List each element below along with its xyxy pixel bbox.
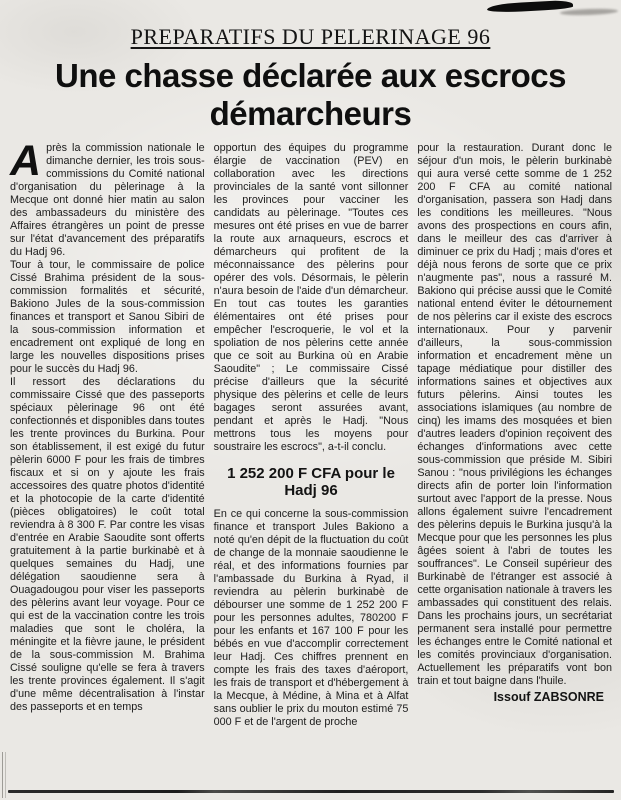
subheading: 1 252 200 F CFA pour le Hadj 96 <box>227 465 395 499</box>
bottom-rule <box>8 790 614 793</box>
kicker-headline: PREPARATIFS DU PELERINAGE 96 <box>130 24 491 49</box>
article-body <box>0 133 621 729</box>
paragraph: pour la restauration. Durant donc le séjour d'un mois, le pèlerin burkinabè qui aura versé cette somme de 1 252 200 F CFA au comité national d'organisation, passera son Hadj dans les conditions les meilleures. "Nous avons des prospections en cours afin, dans le meilleur des cas d'arriver à diminuer ce prix du Hadj ; mais d'ores et déjà nous ferons de sorte que ce prix n'augmente pas", nous a rassuré M. Bakiono qui précise aussi que le Comité national entend éviter le détournement de nos pèlerins car il existe des escrocs internationaux. Pour y parvenir d'ailleurs, la sous-commission information et encadrement mène un tapage médiatique pour distiller des informations saines et objectives aux futurs pèlerins. Ainsi toutes les associations islamiques (au nombre de cinq) les imams des mosquées et bien d'autres leaders d'opinion reçoivent des échanges d'informations avec cette sous-commission que préside M. Sibiri Sanou : "nous privilégions les échanges directs afin de porter loin l'information surtout avec l'apport de la presse. Nous allons également suivre l'encadrement des pèlerins depuis le Burkina jusqu'à la Mecque pour que les personnes les plus âgées soient à l'abri de toutes les souffrances". Le Conseil supérieur des Burkinabè de l'étranger est associé à cette organisation nationale à travers les ambassades qui constituent des relais. Dans les prochains jours, un secrétariat permanent sera installé pour permettre les échanges entre le Comité national et les comités provinciaux d'organisation. Actuellement les préparatifs vont bon train et tout baigne dans l'huile. <box>417 142 613 687</box>
byline: Issouf ZABSONRE <box>493 690 605 704</box>
drop-cap: A <box>10 137 42 185</box>
paragraph-text: près la commission nationale le dimanche dernier, les trois sous-commissions du Comité national d'organisation du pèlerinage à la Mecque ont donné hier matin au salon des ambassadeurs du ministère des Affaires étrangères un point de presse sur l'état d'avancement des préparatifs du Hadj 96. <box>10 142 205 258</box>
column-3 <box>417 142 612 729</box>
paragraph: opportun des équipes du programme élargie de vaccination (PEV) en collaboration avec les directions provinciales de la santé vont sillonner les provinces pour vacciner les candidats au pèlerinage. "Toutes ces mesures ont été prises en vue de barrer la route aux arnaqueurs, escrocs et démarcheurs qui profitent de la méconnaissance des pèlerins pour opérer des vols. Désormais, le pèlerin n'aura besoin de l'aide d'un démarcheur. En tout cas toutes les garanties élémentaires ont été prises pour empêcher l'escroquerie, le vol et la spoliation de nos pèlerins cette année que ce soit au Burkina où en Arabie Saoudite" ; Le commissaire Cissé précise d'ailleurs que la sécurité physique des pèlerins et celle de leurs bagages seront assurées avant, pendant et après le Hadj. "Nous mettrons tous les moyens pour soustraire les escrocs", a-t-il conclu. <box>213 142 409 453</box>
paragraph: Tour à tour, le commissaire de police Cissé Brahima président de la sous-commission formalités et sécurité, Bakiono Jules de la sous-commission finances et transport et Sanou Sibiri de la sous-commission information et encadrement ont expliqué de long en large les nouvelles dispositions prises pour le succès du Hadj 96. <box>10 259 205 375</box>
column-2 <box>214 142 409 729</box>
paragraph <box>10 137 205 259</box>
masthead <box>0 0 621 133</box>
main-headline: Une chasse déclarée aux escrocs démarcheurs <box>54 57 566 132</box>
scan-edge-line <box>2 752 6 798</box>
paragraph: En ce qui concerne la sous-commission finance et transport Jules Bakiono a noté qu'en dépit de la fluctuation du coût de change de la monnaie saoudienne le réal, et des informations fournies par l'ambassade du Burkina à Ryad, il reviendra au pèlerin burkinabè de débourser une somme de 1 252 200 F pour les personnes adultes, 780200 F pour les enfants et 167 100 F pour les bébés en vue d'accomplir correctement leur Hadj. Ces chiffres prennent en compte les frais des taxes d'aéroport, les frais de transport et d'hébergement à la Mecque, à Médine, à Mina et à Alfat sans oublier le prix du mouton estimé 75 000 F et de l'argent de proche <box>213 508 409 728</box>
column-1 <box>10 137 205 729</box>
paragraph: Il ressort des déclarations du commissaire Cissé que des passeports spéciaux pèlerinage 96 ont été confectionnés et disponibles dans toutes les trente provinces du Burkina. Pour son établissement, il est exigé du futur pèlerin 6000 F pour les frais de timbres fiscaux et si on y ajoute les frais accessoires des quatre photos d'identité et la photocopie de la carte d'identité (pièces obligatoires) le coût total reviendra à 8 300 F. Par contre les visas d'entrée en Arabie Saoudite sont offerts gratuitement à la partie burkinabè et à quelques semaines du Hadj, une délégation saoudienne sera à Ouagadougou pour viser les passeports des pèlerins avant leur voyage. Pour ce qui est de la vaccination contre les trois maladies que sont le choléra, la méningite et la fièvre jaune, le président de la sous-commission M. Brahima Cissé souligne qu'elle se fera à travers les trente provinces également. Il s'agit d'une même décentralisation à l'instar des passeports et en temps <box>10 376 205 713</box>
